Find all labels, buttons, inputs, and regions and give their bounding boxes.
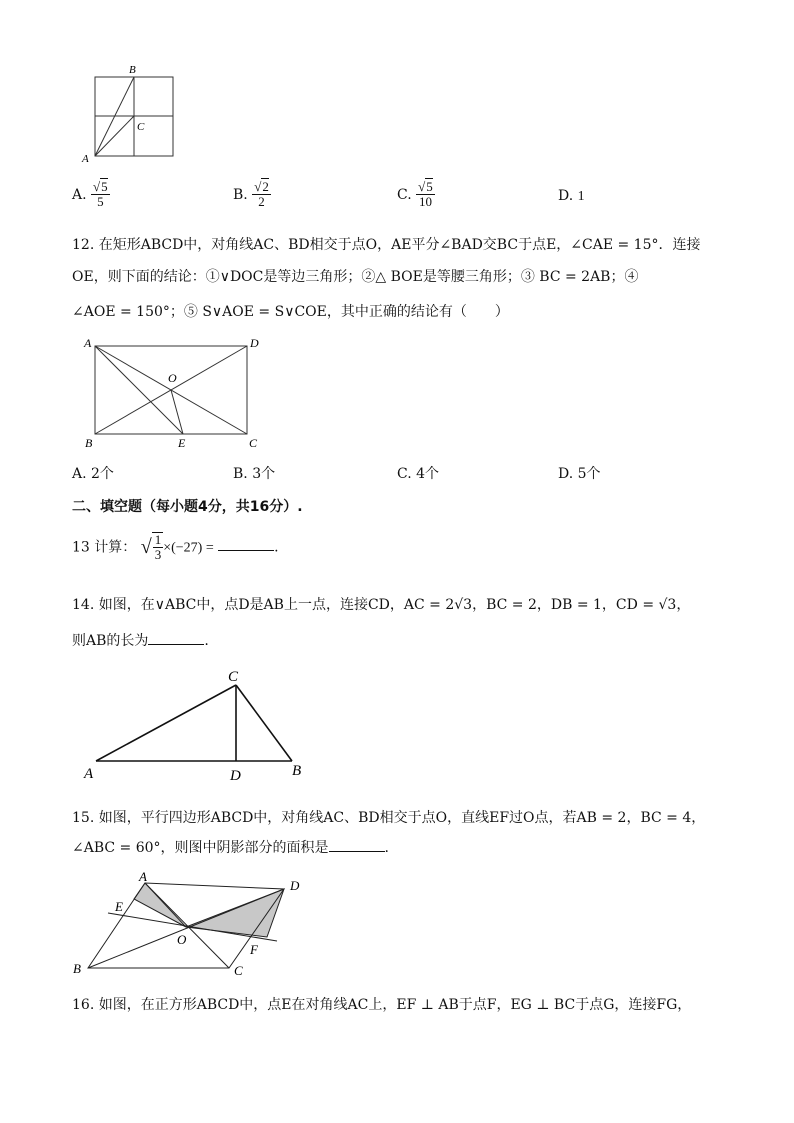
q12-option-d[interactable]: D. 5个 [558,466,601,482]
q15-line2: ∠ABC = 60°，则图中阴影部分的面积是 . [72,840,389,856]
q12-label-b: B [85,436,93,450]
q13-answer-blank[interactable] [218,538,274,551]
q12-line3: ∠AOE = 150°；⑤ S∨AOE = S∨COE，其中正确的结论有（ ） [72,304,509,320]
q11-label-a: A [82,153,89,165]
q11-option-a[interactable]: A. $\frac{√5}{5}$ [72,179,108,210]
q12-label-a: A [84,336,92,350]
q15-label-o: O [177,932,187,947]
section-2-heading: 二、填空题（每小题4分，共16分）. [72,499,303,515]
q15-answer-blank[interactable] [329,839,385,852]
q15-line1: 15. 如图，平行四边形ABCD中，对角线AC、BD相交于点O，直线EF过O点，若AB = 2，BC = 4， [72,810,706,826]
q14-label-d: D [230,768,241,784]
q15-label-c: C [234,963,243,978]
q12-line2: OE，则下面的结论：①∨DOC是等边三角形；②△ BOE是等腰三角形；③ BC = 2AB；④ [72,269,639,285]
q14-label-a: A [84,766,94,782]
q12-option-a[interactable]: A. 2个 [72,466,114,482]
q12-option-c[interactable]: C. 4个 [397,466,440,482]
q11-option-c[interactable]: C. $\frac{√5}{10}$ [397,179,433,210]
q16-line1: 16. 如图，在正方形ABCD中，点E在对角线AC上，EF ⊥ AB于点F，EG ⊥ BC于点G，连接FG， [72,997,692,1013]
q12-label-c: C [249,436,258,450]
q15-label-d: D [290,878,300,893]
q12-option-b[interactable]: B. 3个 [233,466,276,482]
q14-label-c: C [228,669,239,685]
q12-label-o: O [168,371,177,385]
q15-parallelogram-figure [70,865,320,980]
q12-line1: 12. 在矩形ABCD中，对角线AC、BD相交于点O，AE平分∠BAD交BC于点E，∠CAE = 15°．连接 [72,237,701,253]
q14-line2: 则AB的长为 . [72,633,209,649]
q11-option-b[interactable]: B. $\frac{√2}{2}$ [233,179,269,210]
q15-label-b: B [73,961,81,976]
q14-label-b: B [292,763,302,779]
q15-label-a: A [139,869,147,884]
q12-label-e: E [178,436,186,450]
q14-answer-blank[interactable] [148,632,204,645]
q11-option-d[interactable]: D. 1 [558,188,585,204]
q14-triangle-figure [80,660,320,785]
q12-rectangle-figure [80,330,270,455]
q14-line1: 14. 如图，在∨ABC中，点D是AB上一点，连接CD，AC = 2√3，BC = 2，DB = 1，CD = √3， [72,597,691,613]
q12-label-d: D [250,336,259,350]
q15-label-f: F [250,942,258,957]
q11-grid-figure [80,60,180,170]
q11-label-b: B [129,64,136,76]
q15-label-e: E [115,899,123,914]
q11-label-c: C [137,121,145,133]
q13-line: 13 计算： √ $\frac{1}{3}$ ×(−27) = . [72,532,279,563]
